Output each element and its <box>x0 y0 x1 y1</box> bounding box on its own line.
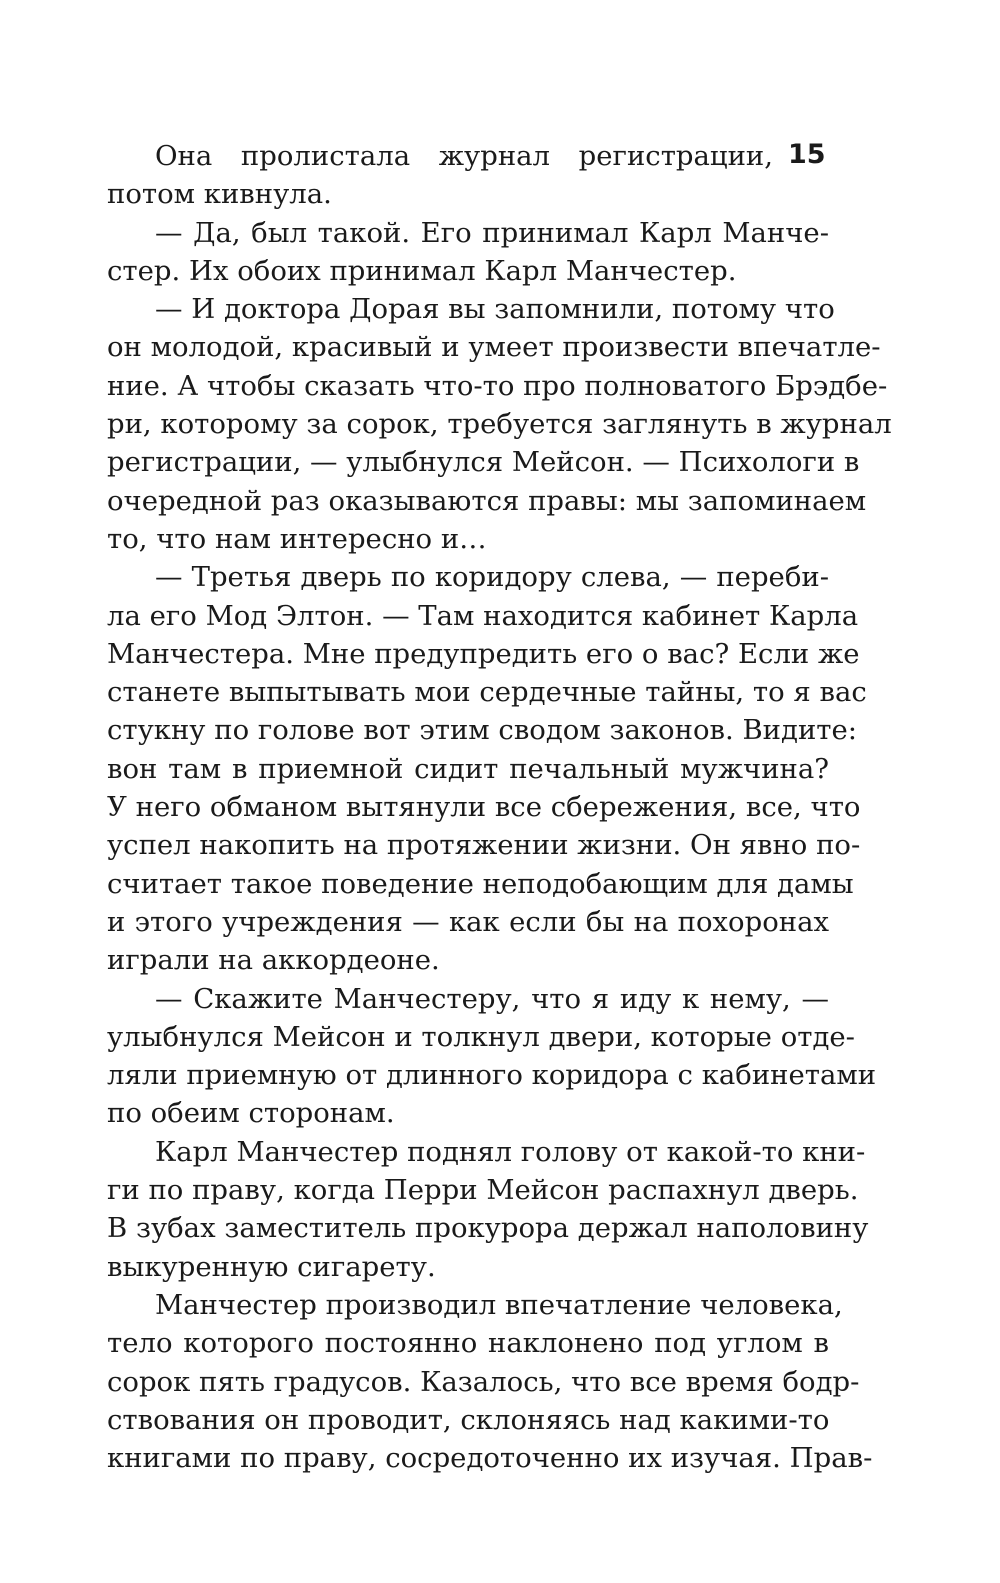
text-line: Она пролистала журнал регистрации, <box>155 140 773 172</box>
text-line: У него обманом вытянули все сбережения, все, что <box>107 791 861 824</box>
text-line: — Да, был такой. Его принимал Карл Манче- <box>155 216 829 249</box>
text-line: ри, которому за сорок, требуется заглянуть в журнал <box>107 408 892 441</box>
text-line: стер. Их обоих принимал Карл Манчестер. <box>107 254 737 287</box>
text-line: регистрации, — улыбнулся Мейсон. — Психологи в <box>107 446 860 479</box>
text-line: очередной раз оказываются правы: мы запоминаем <box>107 484 867 517</box>
text-line: считает такое поведение неподобающим для дамы <box>107 867 854 900</box>
text-line: улыбнулся Мейсон и толкнул двери, которые отде- <box>107 1020 855 1053</box>
text-line: он молодой, красивый и умеет произвести впечатле- <box>107 331 881 364</box>
text-line: выкуренную сигарету. <box>107 1250 436 1283</box>
text-line: и этого учреждения — как если бы на похоронах <box>107 905 829 938</box>
text-line: Карл Манчестер поднял голову от какой-то кни- <box>155 1135 866 1168</box>
text-line: успел накопить на протяжении жизни. Он явно по- <box>107 829 861 862</box>
text-line: то, что нам интересно и… <box>107 522 487 555</box>
text-line: потом кивнула. <box>107 178 332 211</box>
text-line: вон там в приемной сидит печальный мужчина? <box>107 752 829 785</box>
text-line: ствования он проводит, склоняясь над какими-то <box>107 1403 830 1436</box>
text-line: играли на аккордеоне. <box>107 944 440 977</box>
text-line: сорок пять градусов. Казалось, что все время бодр- <box>107 1365 860 1398</box>
text-line: ние. А чтобы сказать что-то про полноватого Брэдбе- <box>107 369 888 402</box>
text-line: — Скажите Манчестеру, что я иду к нему, — <box>155 982 829 1015</box>
text-line: В зубах заместитель прокурора держал наполовину <box>107 1212 869 1245</box>
text-line: Манчестера. Мне предупредить его о вас? Если же <box>107 637 860 670</box>
text-line: стукну по голове вот этим сводом законов. Видите: <box>107 714 858 747</box>
text-line: — Третья дверь по коридору слева, — переби- <box>155 561 829 594</box>
page-body <box>107 137 892 1477</box>
text-line: — И доктора Дорая вы запомнили, потому что <box>155 293 835 326</box>
text-line: ги по праву, когда Перри Мейсон распахнул дверь. <box>107 1174 859 1207</box>
text-line: ла его Мод Элтон. — Там находится кабинет Карла <box>107 599 859 632</box>
text-line: по обеим сторонам. <box>107 1097 395 1130</box>
text-line: книгами по праву, сосредоточенно их изучая. Прав- <box>107 1442 873 1475</box>
text-line: ляли приемную от длинного коридора с кабинетами <box>107 1059 877 1092</box>
text-line: тело которого постоянно наклонено под углом в <box>107 1327 829 1360</box>
text-line: станете выпытывать мои сердечные тайны, то я вас <box>107 676 867 709</box>
page-number: 15 <box>788 139 826 170</box>
text-line: Манчестер производил впечатление человека, <box>155 1288 843 1321</box>
